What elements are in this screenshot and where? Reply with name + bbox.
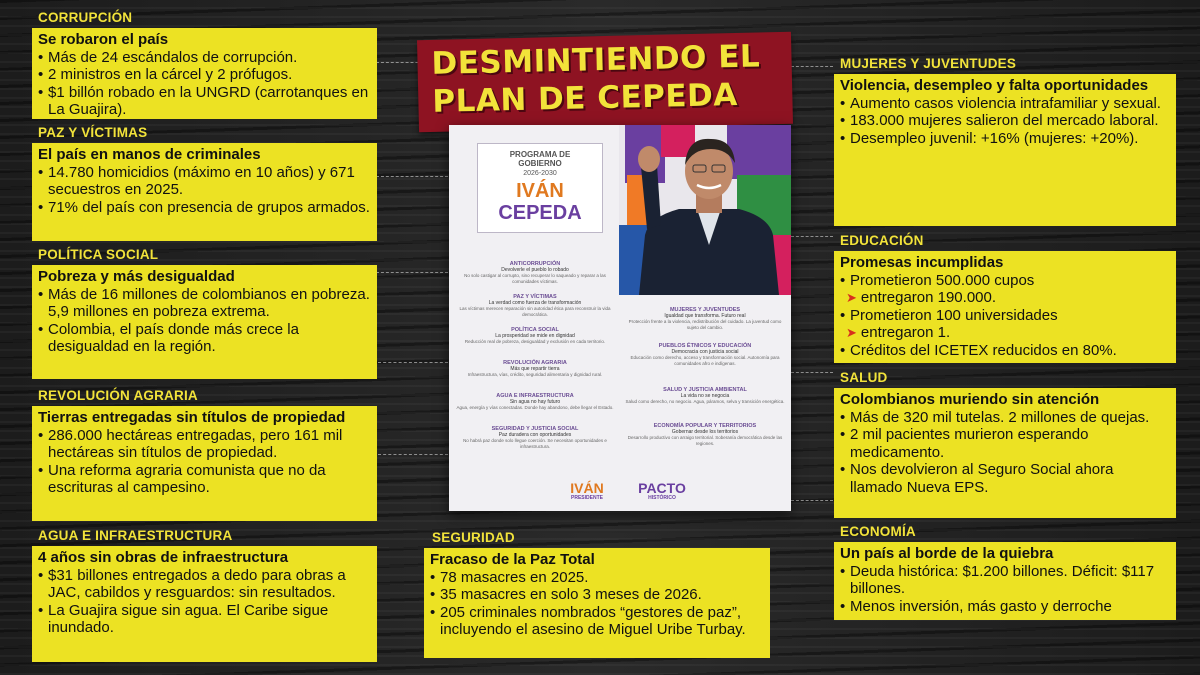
ivan-logo-text: IVÁN	[570, 480, 604, 496]
section-label-paz: PAZ Y VÍCTIMAS	[38, 125, 148, 140]
pacto-logo	[627, 481, 697, 501]
connector-line	[791, 500, 833, 501]
section-label-salud: SALUD	[840, 370, 888, 385]
poster-topic	[451, 327, 619, 360]
poster-topic	[451, 360, 619, 393]
panel-seguridad	[424, 548, 770, 658]
section-label-corrupcion: CORRUPCIÓN	[38, 10, 133, 25]
panel-heading: El país en manos de criminales	[38, 146, 261, 163]
list-item: • Prometieron 500.000 cupos	[840, 272, 1170, 290]
section-label-agua: AGUA E INFRAESTRUCTURA	[38, 528, 233, 543]
poster-topic	[451, 294, 619, 327]
list-item: • Desempleo juvenil: +16% (mujeres: +20%).	[840, 130, 1170, 148]
topic-title: PUEBLOS ÉTNICOS Y EDUCACIÓN	[658, 343, 752, 349]
bullet-list	[38, 427, 371, 497]
connector-line	[791, 236, 833, 237]
title-line-2: PLAN DE CEPEDA	[431, 76, 739, 120]
poster-topic	[623, 343, 787, 387]
poster-topic	[451, 261, 619, 294]
topic-subtitle: La verdad como fuerza de transformación	[488, 300, 582, 306]
bullet-list	[38, 286, 371, 356]
panel-heading: Se robaron el país	[38, 31, 169, 48]
panel-paz	[32, 143, 377, 241]
topic-subtitle: La vida no se negocia	[680, 393, 730, 399]
red-arrow-icon: ➤	[846, 325, 857, 340]
panel-heading: 4 años sin obras de infraestructura	[38, 549, 289, 566]
topic-subtitle: Democracia con justicia social	[671, 349, 739, 355]
ivan-logo	[557, 481, 617, 501]
connector-line	[791, 66, 833, 67]
connector-line	[791, 372, 833, 373]
program-label: PROGRAMA DE	[509, 150, 571, 159]
list-item: • 35 masacres en solo 3 meses de 2026.	[430, 586, 764, 604]
list-item: • Deuda histórica: $1.200 billones. Déficit: $117 billones.	[840, 563, 1170, 598]
candidate-photo	[619, 125, 791, 295]
topic-title: ANTICORRUPCIÓN	[509, 261, 561, 267]
list-item-result	[840, 324, 1170, 342]
topic-subtitle: Igualdad que transforma. Futuro real	[664, 313, 746, 319]
poster-topic	[623, 307, 787, 343]
topic-title: SALUD Y JUSTICIA AMBIENTAL	[663, 387, 747, 393]
poster-topic	[623, 423, 787, 459]
connector-line	[378, 362, 448, 363]
topic-title: MUJERES Y JUVENTUDES	[669, 307, 741, 313]
list-item: • Más de 16 millones de colombianos en pobreza. 5,9 millones en pobreza extrema.	[38, 286, 371, 321]
topic-title: PAZ Y VÍCTIMAS	[513, 294, 557, 300]
result-text: entregaron 190.000.	[860, 289, 997, 306]
poster-topic	[451, 426, 619, 466]
topic-text: Educación como derecho, acceso y transformación social. Autonomía para comunidades afro e indígenas.	[630, 355, 780, 366]
topic-title: AGUA E INFRAESTRUCTURA	[496, 393, 574, 399]
panel-agua	[32, 546, 377, 662]
panel-heading: Violencia, desempleo y falta oportunidades	[840, 77, 1149, 94]
panel-heading: Pobreza y más desigualdad	[38, 268, 235, 285]
program-poster	[449, 125, 791, 511]
topic-title: POLÍTICA SOCIAL	[511, 327, 559, 333]
section-label-politica: POLÍTICA SOCIAL	[38, 247, 159, 262]
list-item: • 2 ministros en la cárcel y 2 prófugos.	[38, 66, 371, 84]
topic-title: SEGURIDAD Y JUSTICIA SOCIAL	[491, 426, 579, 432]
topic-text: Las víctimas merecen reparación sin autoridad ética para reconstruir la vida democrática.	[459, 306, 611, 317]
title-line-1: DESMINTIENDO EL	[431, 38, 761, 82]
list-item: • Menos inversión, más gasto y derroche	[840, 598, 1170, 616]
list-item-result	[840, 289, 1170, 307]
topic-text: No habrá paz donde solo llegue coerción. Se necesitan oportunidades e infraestructura.	[463, 438, 607, 449]
list-item: • Prometieron 100 universidades	[840, 307, 1170, 325]
panel-educacion	[834, 251, 1176, 363]
list-item: • Más de 24 escándalos de corrupción.	[38, 49, 371, 67]
bullet-list	[840, 409, 1170, 497]
topic-text: Salud como derecho, no negocio. Agua, páramos, selva y transición energética.	[625, 399, 785, 404]
candidate-firstname: IVÁN	[516, 180, 564, 202]
bullet-list	[840, 563, 1170, 616]
topic-text: Agua, energía y vías conectadas. Donde hay abandono, debe llegar el Estado.	[456, 405, 614, 410]
section-label-agraria: REVOLUCIÓN AGRARIA	[38, 388, 198, 403]
panel-heading: Tierras entregadas sin títulos de propiedad	[38, 409, 346, 426]
section-label-mujeres: MUJERES Y JUVENTUDES	[840, 56, 1017, 71]
list-item: • 2 mil pacientes murieron esperando medicamento.	[840, 426, 1170, 461]
connector-line	[376, 272, 448, 273]
panel-heading: Un país al borde de la quiebra	[840, 545, 1054, 562]
list-item: • $1 billón robado en la UNGRD (carrotanques en La Guajira).	[38, 84, 371, 119]
topic-text: No solo castigar al corrupto, sino recuperar lo saqueado y reparar a las comunidades víctimas.	[464, 273, 606, 284]
poster-topic	[451, 393, 619, 426]
list-item: • Nos devolvieron al Seguro Social ahora llamado Nueva EPS.	[840, 461, 1170, 496]
topic-subtitle: Más que repartir tierra	[510, 366, 560, 372]
list-item: • 205 criminales nombrados “gestores de paz”, incluyendo el asesino de Miguel Uribe Turbay.	[430, 604, 764, 639]
red-arrow-icon: ➤	[846, 290, 857, 305]
list-item: • Una reforma agraria comunista que no da escrituras al campesino.	[38, 462, 371, 497]
section-label-educacion: EDUCACIÓN	[840, 233, 924, 248]
topic-title: REVOLUCIÓN AGRARIA	[503, 360, 567, 366]
bullet-list	[38, 49, 371, 119]
panel-heading: Promesas incumplidas	[840, 254, 1004, 271]
bullet-list	[38, 567, 371, 637]
pacto-logo-sub: HISTÓRICO	[648, 495, 676, 501]
topic-subtitle: La prosperidad se mide en dignidad	[495, 333, 575, 339]
list-item: • 14.780 homicidios (máximo en 10 años) y 671 secuestros en 2025.	[38, 164, 371, 199]
panel-heading: Fracaso de la Paz Total	[430, 551, 595, 568]
section-label-economia: ECONOMÍA	[840, 524, 916, 539]
list-item: • Aumento casos violencia intrafamiliar y sexual.	[840, 95, 1170, 113]
candidate-lastname: CEPEDA	[498, 202, 582, 224]
result-text: entregaron 1.	[860, 324, 951, 341]
section-label-seguridad: SEGURIDAD	[432, 530, 515, 545]
topic-subtitle: Devolverle el pueblo lo robado	[501, 267, 569, 273]
list-item: • Más de 320 mil tutelas. 2 millones de quejas.	[840, 409, 1170, 427]
bullet-list	[840, 272, 1170, 360]
list-item: • Créditos del ICETEX reducidos en 80%.	[840, 342, 1170, 360]
connector-line	[378, 454, 448, 455]
program-label: GOBIERNO	[518, 159, 562, 168]
topic-subtitle: Paz duradera con oportunidades	[498, 432, 572, 438]
panel-agraria	[32, 406, 377, 521]
panel-mujeres	[834, 74, 1176, 226]
panel-economia	[834, 542, 1176, 620]
topic-text: Desarrollo productivo con arraigo territorial. Soberanía democrática desde las regiones.	[627, 435, 783, 446]
topic-text: Infraestructura, vías, crédito, seguridad alimentaria y dignidad rural.	[467, 372, 603, 377]
program-box	[477, 143, 603, 233]
panel-salud	[834, 388, 1176, 518]
panel-politica	[32, 265, 377, 379]
topic-text: Protección frente a la violencia, redistribución del cuidado. La juventud como sujeto del cambio.	[628, 319, 782, 330]
list-item: • 78 masacres en 2025.	[430, 569, 764, 587]
list-item: • La Guajira sigue sin agua. El Caribe sigue inundado.	[38, 602, 371, 637]
poster-topic	[623, 387, 787, 423]
program-years: 2026-2030	[523, 170, 557, 177]
poster-col-right	[623, 307, 787, 459]
connector-line	[376, 176, 448, 177]
title-banner	[417, 32, 793, 132]
pacto-logo-text: PACTO	[638, 480, 686, 496]
topic-subtitle: Gobernar desde los territorios	[671, 429, 739, 435]
topic-subtitle: Sin agua no hay futuro	[509, 399, 561, 405]
list-item: • 183.000 mujeres salieron del mercado laboral.	[840, 112, 1170, 130]
list-item: • 286.000 hectáreas entregadas, pero 161 mil hectáreas sin títulos de propiedad.	[38, 427, 371, 462]
panel-corrupcion	[32, 28, 377, 119]
bullet-list	[38, 164, 371, 217]
list-item: • $31 billones entregados a dedo para obras a JAC, cabildos y resguardos: sin resultados.	[38, 567, 371, 602]
bullet-list	[430, 569, 764, 639]
poster-col-left	[451, 261, 619, 466]
topic-text: Reducción real de pobreza, desigualdad y exclusión en cada territorio.	[464, 339, 606, 344]
panel-heading: Colombianos muriendo sin atención	[840, 391, 1100, 408]
bullet-list	[840, 95, 1170, 148]
list-item: • Colombia, el país donde más crece la desigualdad en la región.	[38, 321, 371, 356]
topic-title: ECONOMÍA POPULAR Y TERRITORIOS	[653, 423, 757, 429]
ivan-logo-sub: PRESIDENTE	[571, 495, 603, 501]
list-item: • 71% del país con presencia de grupos armados.	[38, 199, 371, 217]
